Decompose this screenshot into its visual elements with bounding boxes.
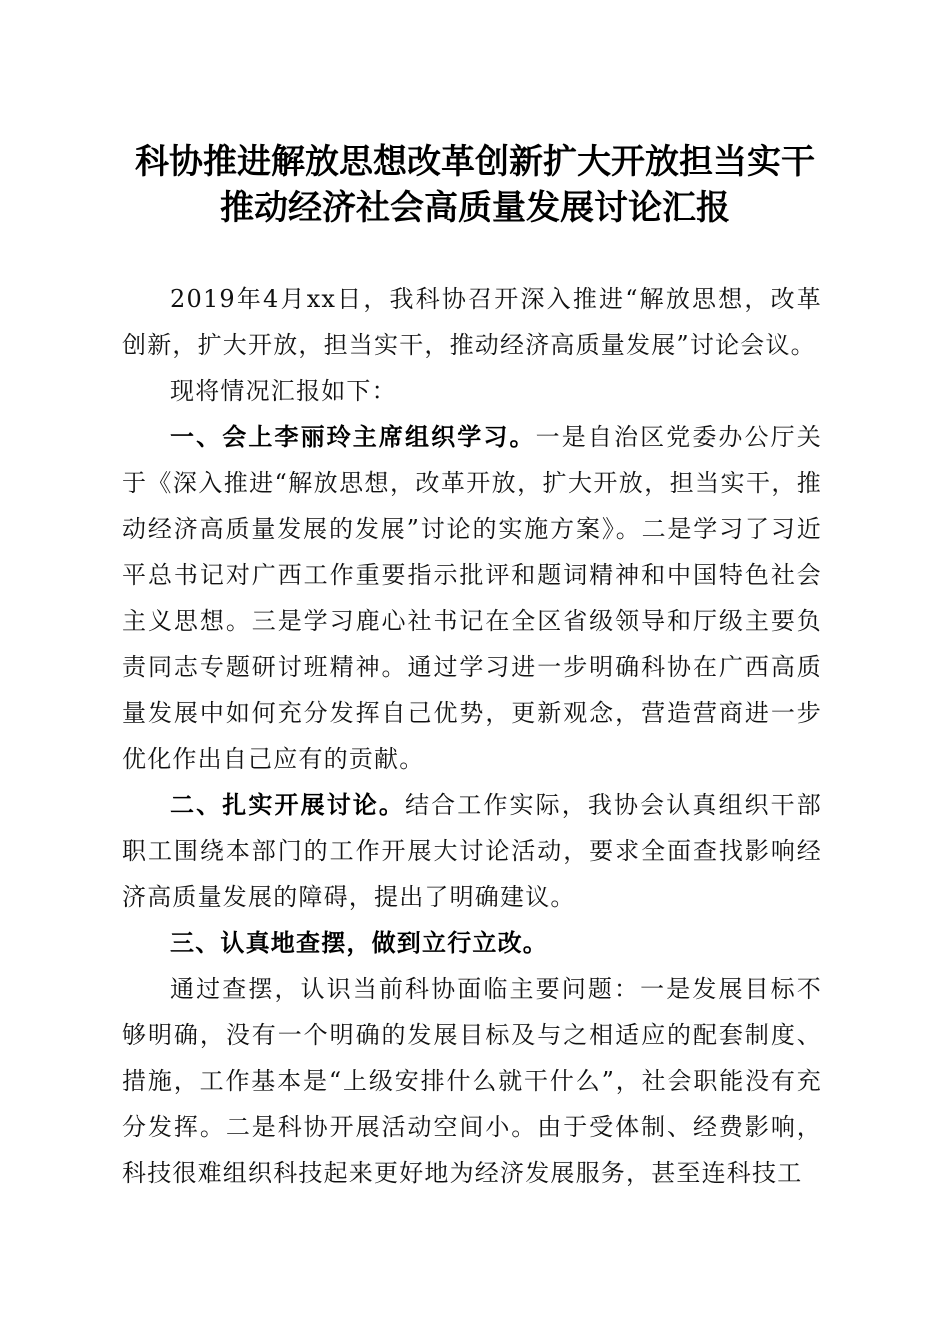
- section-2-paragraph: [122, 782, 822, 920]
- section-1-paragraph: [122, 414, 822, 782]
- intro-paragraph: 2019年4月xx日，我科协召开深入推进“解放思想，改革创新，扩大开放，担当实干，推动经济高质量发展”讨论会议。: [122, 285, 822, 359]
- section-3-paragraph: 通过查摆，认识当前科协面临主要问题：一是发展目标不够明确，没有一个明确的发展目标及与之相适应的配套制度、措施，工作基本是“上级安排什么就干什么”，社会职能没有充分发挥。二是科协开展活动空间小。由于受体制、经费影响，科技很难组织科技起来更好地为经济发展服务，甚至连科技工: [122, 975, 822, 1187]
- section-1-body: 一是自治区党委办公厅关于《深入推进“解放思想，改革开放，扩大开放，担当实干，推动经济高质量发展的发展”讨论的实施方案》。二是学习了习近平总书记对广西工作重要指示批评和题词精神和中国特色社会主义思想。三是学习鹿心社书记在全区省级领导和厅级主要负责同志专题研讨班精神。通过学习进一步明确科协在广西高质量发展中如何充分发挥自己优势，更新观念，营造营商进一步优化作出自己应有的贡献。: [122, 423, 822, 773]
- section-2-body: 结合工作实际，我协会认真组织干部职工围绕本部门的工作开展大讨论活动，要求全面查找影响经济高质量发展的障碍，提出了明确建议。: [122, 791, 822, 911]
- intro-paragraph-2: 现将情况汇报如下：: [170, 377, 397, 405]
- document-title-line-1: 科协推进解放思想改革创新扩大开放担当实干: [135, 142, 815, 182]
- section-3-heading-paragraph: [122, 920, 822, 966]
- section-1-heading: 一、会上李丽玲主席组织学习。: [170, 423, 536, 451]
- section-3-heading: 三、认真地查摆，做到立行立改。: [170, 929, 548, 957]
- document-body: [122, 276, 822, 1196]
- section-2-heading: 二、扎实开展讨论。: [170, 791, 406, 819]
- document-title-line-2: 推动经济社会高质量发展讨论汇报: [220, 188, 730, 228]
